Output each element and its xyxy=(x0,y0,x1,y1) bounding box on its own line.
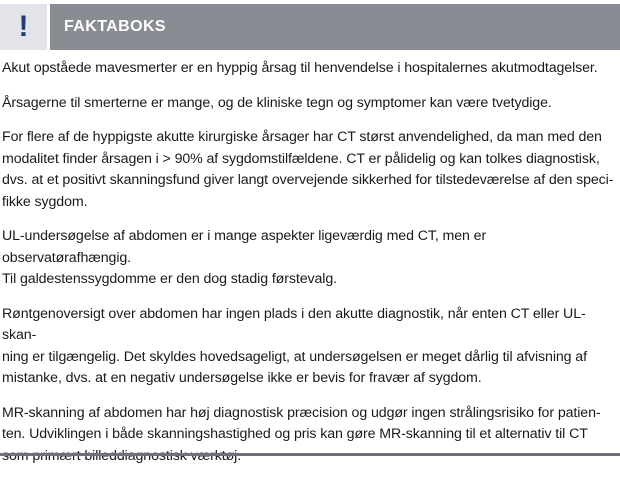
paragraph xyxy=(2,304,614,390)
paragraph xyxy=(2,226,614,291)
text-line: ten. Udviklingen i både skanningshastighed og pris kan gøre MR-skanning til et alternativ til CT xyxy=(2,426,588,442)
text-line: fikke sygdom. xyxy=(2,193,88,210)
text-line: Årsagerne til smerterne er mange, og de kliniske tegn og symptomer kan være tvetydige. xyxy=(2,94,552,111)
paragraph xyxy=(2,93,614,115)
fact-box-content xyxy=(2,58,614,480)
text-line: Akut opståede mavesmerter er en hyppig årsag til henvendelse i hospitalernes akutmodtagelser. xyxy=(2,60,598,76)
text-line: MR-skanning af abdomen har høj diagnostisk præcision og udgør ingen strålingsrisiko for patien- xyxy=(2,404,601,421)
fact-box-header xyxy=(0,4,620,50)
icon-cell xyxy=(0,4,47,50)
fact-box-title: FAKTABOKS xyxy=(64,18,166,35)
paragraph xyxy=(2,58,614,80)
bottom-rule xyxy=(0,453,620,456)
text-line: dvs. at et positivt skanningsfund giver langt overvejende sikkerhed for tilstedeværelse af den speci- xyxy=(2,172,614,188)
text-line: ning er tilgængelig. Det skyldes hovedsageligt, at undersøgelsen er meget dårlig til afvisning af xyxy=(2,348,587,365)
text-line: modalitet finder årsagen i > 90% af sygdomstilfældene. CT er pålidelig og kan tolkes diagnostisk, xyxy=(2,150,600,167)
text-line: UL-undersøgelse af abdomen er i mange aspekter ligeværdig med CT, men er observatørafhængig. xyxy=(2,228,487,266)
exclamation-icon: ! xyxy=(18,10,29,43)
text-line: Til galdestenssygdomme er den dog stadig førstevalg. xyxy=(2,271,337,287)
text-line: Røntgenoversigt over abdomen har ingen plads i den akutte diagnostik, når enten CT eller UL-skan- xyxy=(2,305,586,343)
paragraph xyxy=(2,127,614,213)
paragraph xyxy=(2,403,614,468)
text-line: mistanke, dvs. at en negativ undersøgelse ikke er bevis for fravær af sygdom. xyxy=(2,370,482,386)
text-line: For flere af de hyppigste akutte kirurgiske årsager har CT størst anvendelighed, da man med den xyxy=(2,129,602,145)
title-bar xyxy=(50,4,620,50)
